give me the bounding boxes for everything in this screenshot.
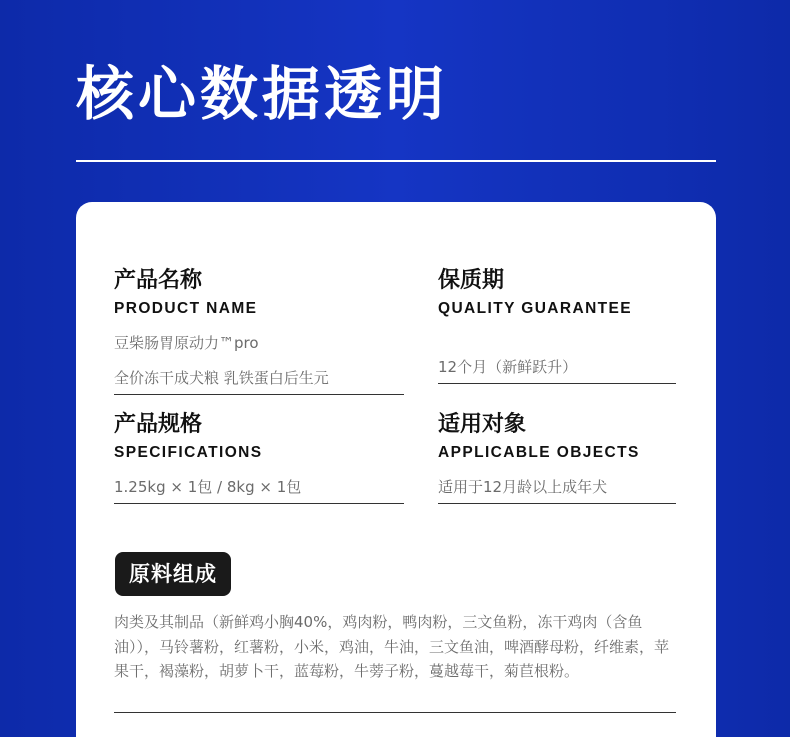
product-name-divider <box>114 394 404 395</box>
quality-label: 保质期 <box>438 268 505 293</box>
specifications-label: 产品规格 <box>114 412 203 437</box>
title-divider <box>76 160 716 162</box>
product-name-label-en: PRODUCT NAME <box>114 300 258 317</box>
page-title: 核心数据透明 <box>76 60 449 128</box>
info-card <box>76 202 716 737</box>
target-value: 适用于12月龄以上成年犬 <box>438 478 608 496</box>
ingredients-divider <box>114 712 676 713</box>
quality-value: 12个月（新鲜跃升） <box>438 358 578 376</box>
product-name-value-2: 全价冻干成犬粮 乳铁蛋白后生元 <box>114 369 329 387</box>
product-name-field <box>114 266 404 395</box>
specifications-divider <box>114 503 404 504</box>
specifications-label-en: SPECIFICATIONS <box>114 444 263 461</box>
product-name-label: 产品名称 <box>114 268 203 293</box>
target-field <box>438 410 676 504</box>
quality-label-en: QUALITY GUARANTEE <box>438 300 633 317</box>
quality-divider <box>438 383 676 384</box>
target-label-en: APPLICABLE OBJECTS <box>438 444 640 461</box>
product-name-value-1: 豆柴肠胃原动力™pro <box>114 334 259 352</box>
target-divider <box>438 503 676 504</box>
ingredients-text: 肉类及其制品（新鲜鸡小胸40%，鸡肉粉，鸭肉粉，三文鱼粉，冻干鸡肉（含鱼油）），马铃薯粉，红薯粉，小米，鸡油，牛油，三文鱼油，啤酒酵母粉，纤维素，苹果干，褐藻粉，胡萝卜干，蓝莓粉，牛蒡子粉，蔓越莓干，菊苣根粉。 <box>114 613 670 680</box>
quality-field <box>438 266 676 384</box>
ingredients-badge: 原料组成 <box>115 552 231 596</box>
target-label: 适用对象 <box>438 412 527 437</box>
specifications-field <box>114 410 404 504</box>
specifications-value: 1.25kg × 1包 / 8kg × 1包 <box>114 478 302 496</box>
